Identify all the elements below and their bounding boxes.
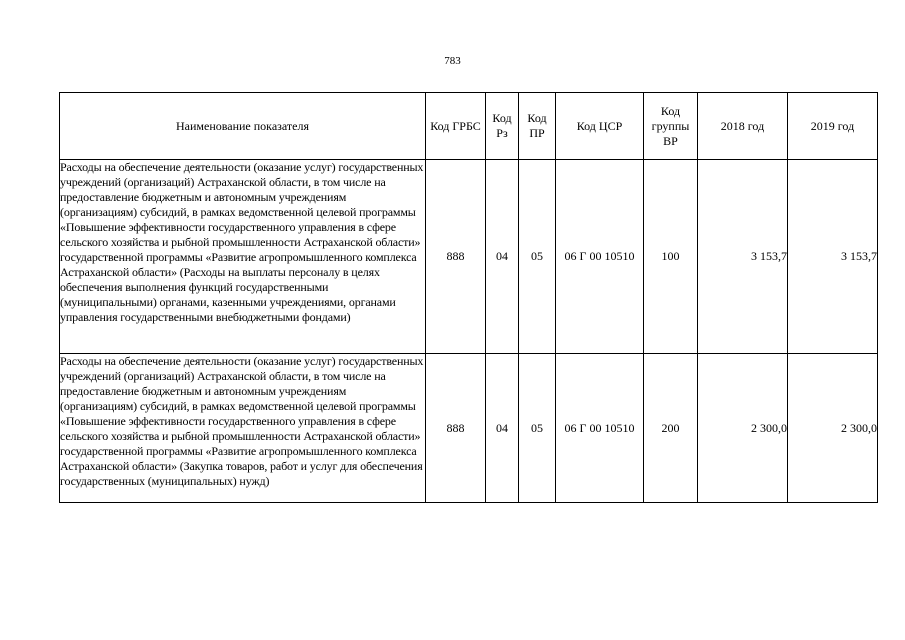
header-2019: 2019 год <box>788 93 878 160</box>
header-2018: 2018 год <box>698 93 788 160</box>
row-name: Расходы на обеспечение деятельности (оказание услуг) государственных учреждений (организаций) Астраханской области, в том числе на предоставление бюджетным и автономным учреждениям (организациям) субсидий, в рамках ведомственной целевой программы «Повышение эффективности государственного управления в сфере сельского хозяйства и рыбной промышленности Астраханской области» государственной программы «Развитие агропромышленного комплекса Астраханской области» (Закупка товаров, работ и услуг для обеспечения государственных (муниципальных) нужд) <box>60 354 426 503</box>
table-row <box>60 160 878 354</box>
page-number: 783 <box>444 55 461 67</box>
header-grbs: Код ГРБС <box>426 93 486 160</box>
header-rz: Код Рз <box>486 93 519 160</box>
row-name: Расходы на обеспечение деятельности (оказание услуг) государственных учреждений (организаций) Астраханской области, в том числе на предоставление бюджетным и автономным учреждениям (организациям) субсидий, в рамках ведомственной целевой программы «Повышение эффективности государственного управления в сфере сельского хозяйства и рыбной промышленности Астраханской области» государственной программы «Развитие агропромышленного комплекса Астраханской области» (Расходы на выплаты персоналу в целях обеспечения выполнения функций государственными (муниципальными) органами, казенными учреждениями, органами управления государственными внебюджетными фондами) <box>60 160 426 354</box>
header-vr: Код группы ВР <box>644 93 698 160</box>
row-2018: 2 300,0 <box>698 354 788 503</box>
row-rz: 04 <box>486 354 519 503</box>
row-2019: 3 153,7 <box>788 160 878 354</box>
row-grbs: 888 <box>426 354 486 503</box>
header-csr: Код ЦСР <box>556 93 644 160</box>
row-rz: 04 <box>486 160 519 354</box>
row-2019: 2 300,0 <box>788 354 878 503</box>
row-2018: 3 153,7 <box>698 160 788 354</box>
row-grbs: 888 <box>426 160 486 354</box>
row-vr: 200 <box>644 354 698 503</box>
budget-table <box>59 92 878 503</box>
row-pr: 05 <box>519 354 556 503</box>
table-header-row <box>60 93 878 160</box>
row-csr: 06 Г 00 10510 <box>556 160 644 354</box>
header-name: Наименование показателя <box>60 93 426 160</box>
row-csr: 06 Г 00 10510 <box>556 354 644 503</box>
header-pr: Код ПР <box>519 93 556 160</box>
row-vr: 100 <box>644 160 698 354</box>
row-pr: 05 <box>519 160 556 354</box>
table-row <box>60 354 878 503</box>
